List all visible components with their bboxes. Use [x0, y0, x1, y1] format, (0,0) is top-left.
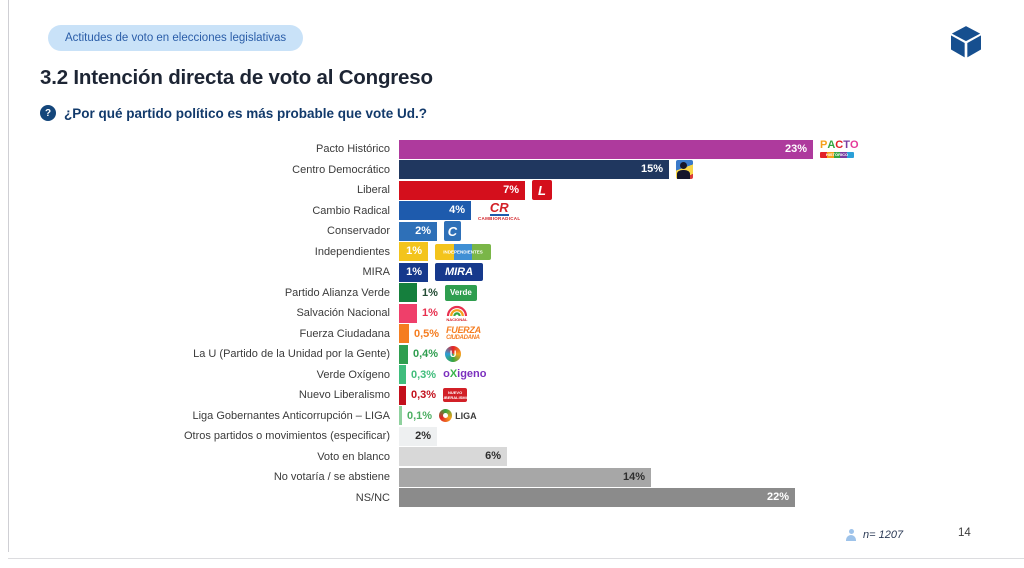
- cambio-radical-logo: CR CAMBIORADICAL: [478, 199, 521, 221]
- sample-size-label: n= 1207: [863, 529, 904, 541]
- bar: [399, 447, 507, 466]
- chart-row: [40, 180, 859, 201]
- question-text: ¿Por qué partido político es más probable que vote Ud.?: [64, 105, 428, 121]
- bar: [399, 324, 409, 343]
- question-row: [40, 105, 427, 121]
- chart-row: [40, 283, 859, 304]
- chart-row: [40, 467, 859, 488]
- sample-size: [845, 529, 903, 541]
- chart-row: [40, 201, 859, 222]
- centro-democratico-logo: [676, 160, 693, 179]
- independientes-logo: INDEPENDIENTES: [435, 244, 491, 260]
- chart-row: [40, 385, 859, 406]
- bar: [399, 263, 428, 282]
- bar: [399, 283, 417, 302]
- bar-value: 0,1%: [407, 409, 433, 422]
- fuerza-ciudadana-logo: FUERZA CIUDADANA: [446, 325, 481, 342]
- bar: [399, 468, 651, 487]
- bar-chart: [40, 139, 859, 508]
- verde-oxigeno-logo: oXigeno: [443, 368, 487, 381]
- bar-value: 23%: [784, 142, 807, 155]
- partido-conservador-logo: C: [444, 221, 461, 241]
- bar: [399, 406, 402, 425]
- slide-left-border: [8, 0, 9, 552]
- bar: [399, 365, 406, 384]
- page-number: 14: [958, 527, 971, 539]
- pacto-historico-logo: P A C T O HISTÓRICO: [820, 139, 859, 158]
- bar: [399, 345, 408, 364]
- page-title: 3.2 Intención directa de voto al Congreso: [40, 66, 433, 89]
- bar-category-label: Verde Oxígeno: [316, 368, 390, 381]
- bar-value: 22%: [766, 491, 789, 504]
- salvacion-nacional-logo: NACIONAL: [445, 304, 469, 322]
- bar-value: 15%: [640, 163, 663, 176]
- partido-liberal-logo: L: [532, 180, 552, 200]
- bar-category-label: Centro Democrático: [292, 163, 390, 176]
- bar-category-label: La U (Partido de la Unidad por la Gente): [193, 348, 390, 361]
- chart-row: [40, 406, 859, 427]
- bar-value: 7%: [503, 183, 519, 196]
- bar: [399, 242, 428, 261]
- mira-logo: MIRA: [435, 263, 483, 281]
- chart-row: [40, 262, 859, 283]
- cube-logo-icon: [946, 22, 986, 62]
- bar: [399, 222, 437, 241]
- bar-category-label: Fuerza Ciudadana: [299, 327, 390, 340]
- chart-row: [40, 324, 859, 345]
- bar: [399, 386, 406, 405]
- bar-category-label: Cambio Radical: [312, 204, 390, 217]
- bar: [399, 488, 795, 507]
- bar-value: 2%: [415, 429, 431, 442]
- bar-value: 1%: [406, 265, 422, 278]
- bar-category-label: Voto en blanco: [317, 450, 390, 463]
- bar-value: 1%: [422, 286, 438, 299]
- bar-category-label: NS/NC: [355, 491, 390, 504]
- bar: [399, 201, 471, 220]
- bar-category-label: Salvación Nacional: [296, 307, 390, 320]
- chart-row: [40, 242, 859, 263]
- bar-category-label: Otros partidos o movimientos (especificar): [183, 430, 390, 443]
- bar-category-label: Independientes: [314, 245, 390, 258]
- liga-logo: LIGA: [439, 409, 477, 422]
- bar-category-label: Partido Alianza Verde: [284, 286, 390, 299]
- bar-value: 0,3%: [411, 368, 437, 381]
- chart-row: [40, 303, 859, 324]
- bar-value: 4%: [449, 204, 465, 217]
- bar-value: 14%: [622, 470, 645, 483]
- bar: [399, 427, 437, 446]
- slide-bottom-border: [8, 558, 1024, 559]
- bar-value: 1%: [406, 245, 422, 258]
- bar-category-label: Liga Gobernantes Anticorrupción – LIGA: [192, 409, 390, 422]
- bar-value: 0,3%: [411, 389, 437, 402]
- nuevo-liberalismo-logo: NUEVO LIBERALISMO: [441, 390, 469, 401]
- chart-row: [40, 447, 859, 468]
- chart-row: [40, 344, 859, 365]
- partido-de-la-u-logo: U: [445, 346, 461, 362]
- bar-category-label: Nuevo Liberalismo: [298, 389, 390, 402]
- bar-category-label: Liberal: [356, 184, 390, 197]
- chart-row: [40, 160, 859, 181]
- bar-category-label: Conservador: [327, 225, 390, 238]
- chart-row: [40, 139, 859, 160]
- bar-value: 6%: [485, 450, 501, 463]
- chart-row: [40, 426, 859, 447]
- bar-category-label: Pacto Histórico: [316, 143, 390, 156]
- bar-category-label: MIRA: [362, 266, 390, 279]
- section-badge: Actitudes de voto en elecciones legislativas: [48, 25, 303, 51]
- bar-value: 0,4%: [413, 348, 439, 361]
- chart-row: [40, 221, 859, 242]
- bar: [399, 140, 813, 159]
- bar: [399, 304, 417, 323]
- bar-value: 0,5%: [414, 327, 440, 340]
- alianza-verde-logo: Verde: [445, 285, 477, 301]
- bar-value: 2%: [415, 224, 431, 237]
- bar-category-label: No votaría / se abstiene: [273, 471, 390, 484]
- chart-row: [40, 488, 859, 509]
- question-mark-icon: ?: [40, 105, 56, 121]
- person-icon: [845, 529, 857, 541]
- bar-value: 1%: [422, 307, 438, 320]
- bar: [399, 160, 669, 179]
- bar: [399, 181, 525, 200]
- chart-row: [40, 365, 859, 386]
